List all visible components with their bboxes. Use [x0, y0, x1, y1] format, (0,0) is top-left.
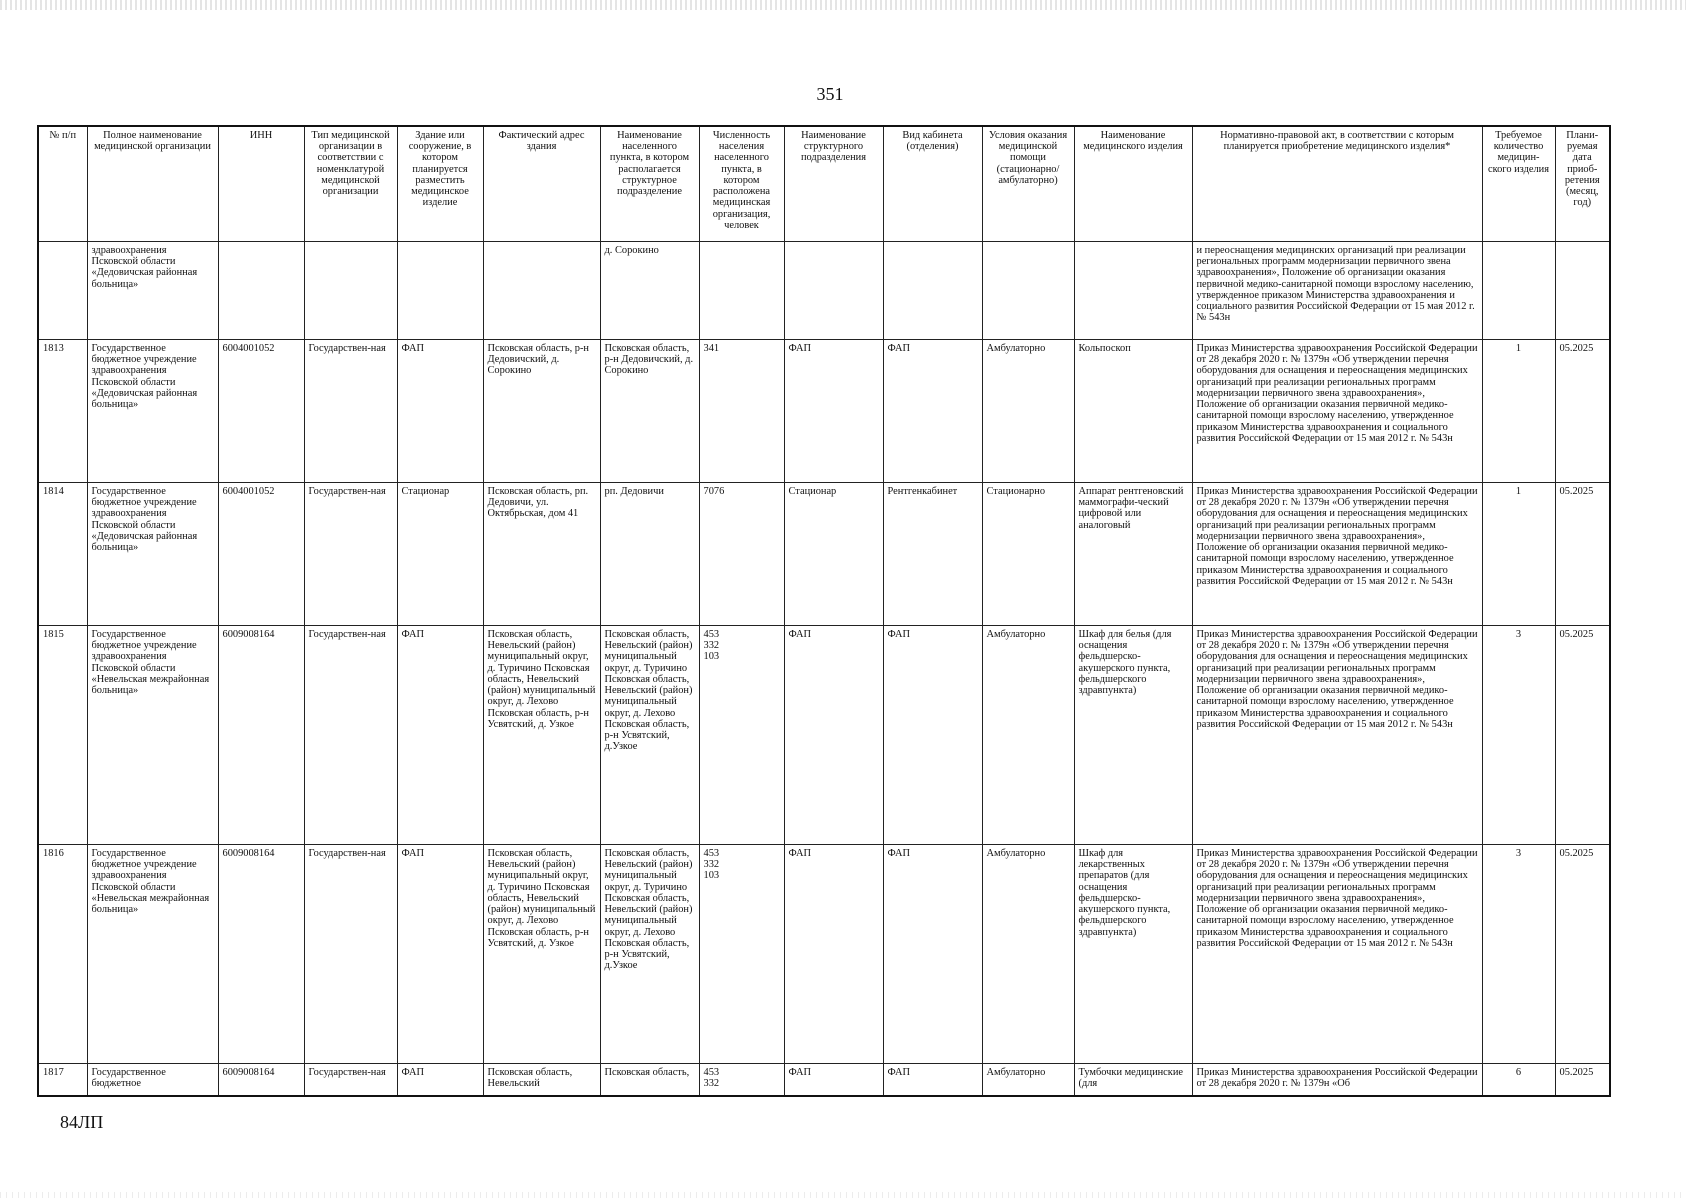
cell-address: Псковская область, Невельский [483, 1064, 600, 1096]
cell-inn: 6004001052 [218, 340, 304, 483]
cell-org-type: Государствен-ная [304, 845, 397, 1064]
cell-address: Псковская область, рп. Дедовичи, ул. Октябрьская, дом 41 [483, 483, 600, 626]
cell-conditions: Стационарно [982, 483, 1074, 626]
cell-population: 453 332 [699, 1064, 784, 1096]
cell-org-name: Государственное бюджетное [87, 1064, 218, 1096]
cell-division: ФАП [784, 1064, 883, 1096]
cell-number: 1817 [38, 1064, 87, 1096]
page-number: 351 [816, 84, 844, 104]
cell-quantity: 6 [1482, 1064, 1555, 1096]
cell-device [1074, 242, 1192, 340]
cell-legal-act: и переоснащения медицинских организаций при реализации региональных программ модернизации первичного звена здравоохранения», Положение об организации оказания первичной медико-санитарной помощи взрослому населению, утвержденное приказом Министерства здравоохранения и социального развития Российской Федерации от 15 мая 2012 г. № 543н [1192, 242, 1482, 340]
cell-org-name: Государственное бюджетное учреждение здравоохранения Псковской области «Невельская межрайонная больница» [87, 626, 218, 845]
cell-population: 341 [699, 340, 784, 483]
cell-inn: 6009008164 [218, 845, 304, 1064]
cell-settlement: д. Сорокино [600, 242, 699, 340]
cell-legal-act: Приказ Министерства здравоохранения Российской Федерации от 28 декабря 2020 г. № 1379н «Об утверждении перечня оборудования для оснащения и переоснащения медицинских организаций при реализации региональных программ модернизации первичного звена здравоохранения», Положение об организации оказания первичной медико-санитарной помощи взрослому населению, утвержденное приказом Министерства здравоохранения и социального развития Российской Федерации от 15 мая 2012 г. № 543н [1192, 845, 1482, 1064]
col-header-cabinet: Вид кабинета (отделения) [883, 126, 982, 242]
cell-address: Псковская область, Невельский (район) муниципальный округ, д. Туричино Псковская область, Невельский (район) муниципальный округ, д. Лехово Псковская область, р-н Усвятский, д. Узкое [483, 845, 600, 1064]
cell-conditions: Амбулаторно [982, 845, 1074, 1064]
cell-org-name: здравоохранения Псковской области «Дедовичская районная больница» [87, 242, 218, 340]
cell-inn: 6004001052 [218, 483, 304, 626]
cell-cabinet [883, 242, 982, 340]
cell-date: 05.2025 [1555, 340, 1610, 483]
cell-org-type: Государствен-ная [304, 483, 397, 626]
scan-edge-top [0, 0, 1686, 10]
cell-date: 05.2025 [1555, 845, 1610, 1064]
cell-number: 1814 [38, 483, 87, 626]
col-header-date: Плани-руемая дата приоб-ретения (месяц, год) [1555, 126, 1610, 242]
cell-number [38, 242, 87, 340]
cell-settlement: Псковская область, р-н Дедовичский, д. Сорокино [600, 340, 699, 483]
cell-building: Стационар [397, 483, 483, 626]
cell-inn: 6009008164 [218, 1064, 304, 1096]
cell-division: Стационар [784, 483, 883, 626]
cell-inn [218, 242, 304, 340]
cell-settlement: Псковская область, Невельский (район) муниципальный округ, д. Туричино Псковская область, Невельский (район) муниципальный округ, д. Лехово Псковская область, р-н Усвятский, д.Узкое [600, 845, 699, 1064]
cell-date: 05.2025 [1555, 626, 1610, 845]
col-header-number: № п/п [38, 126, 87, 242]
col-header-building: Здание или сооружение, в котором планируется разместить медицинское изделие [397, 126, 483, 242]
table-row [38, 1064, 1610, 1096]
cell-date: 05.2025 [1555, 1064, 1610, 1096]
cell-division [784, 242, 883, 340]
cell-legal-act: Приказ Министерства здравоохранения Российской Федерации от 28 декабря 2020 г. № 1379н «Об [1192, 1064, 1482, 1096]
cell-device: Шкаф для белья (для оснащения фельдшерско-акушерского пункта, фельдшерского здравпункта) [1074, 626, 1192, 845]
cell-number: 1815 [38, 626, 87, 845]
cell-inn: 6009008164 [218, 626, 304, 845]
scan-edge-bottom [0, 1192, 1686, 1198]
cell-cabinet: Рентгенкабинет [883, 483, 982, 626]
cell-org-type: Государствен-ная [304, 1064, 397, 1096]
cell-building [397, 242, 483, 340]
cell-population: 453 332 103 [699, 845, 784, 1064]
cell-conditions: Амбулаторно [982, 626, 1074, 845]
cell-quantity [1482, 242, 1555, 340]
cell-address: Псковская область, р-н Дедовичский, д. Сорокино [483, 340, 600, 483]
cell-building: ФАП [397, 340, 483, 483]
cell-org-type [304, 242, 397, 340]
cell-conditions [982, 242, 1074, 340]
cell-conditions: Амбулаторно [982, 340, 1074, 483]
cell-org-name: Государственное бюджетное учреждение здравоохранения Псковской области «Невельская межрайонная больница» [87, 845, 218, 1064]
cell-conditions: Амбулаторно [982, 1064, 1074, 1096]
table-row [38, 483, 1610, 626]
cell-cabinet: ФАП [883, 1064, 982, 1096]
col-header-org-name: Полное наименование медицинской организации [87, 126, 218, 242]
col-header-device: Наименование медицинского изделия [1074, 126, 1192, 242]
cell-cabinet: ФАП [883, 845, 982, 1064]
col-header-org-type: Тип медицинской организации в соответствии с номенклатурой медицинской организации [304, 126, 397, 242]
cell-org-name: Государственное бюджетное учреждение здравоохранения Псковской области «Дедовичская районная больница» [87, 340, 218, 483]
col-header-legal-act: Нормативно-правовой акт, в соответствии с которым планируется приобретение медицинского изделия* [1192, 126, 1482, 242]
col-header-conditions: Условия оказания медицинской помощи (стационарно/ амбулаторно) [982, 126, 1074, 242]
cell-legal-act: Приказ Министерства здравоохранения Российской Федерации от 28 декабря 2020 г. № 1379н «Об утверждении перечня оборудования для оснащения и переоснащения медицинских организаций при реализации региональных программ модернизации первичного звена здравоохранения», Положение об организации оказания первичной медико-санитарной помощи взрослому населению, утвержденное приказом Министерства здравоохранения и социального развития Российской Федерации от 15 мая 2012 г. № 543н [1192, 340, 1482, 483]
header-row [38, 126, 1610, 242]
cell-quantity: 1 [1482, 483, 1555, 626]
col-header-division: Наименование структурного подразделения [784, 126, 883, 242]
cell-address [483, 242, 600, 340]
col-header-settlement: Наименование населенного пункта, в котором располагается структурное подразделение [600, 126, 699, 242]
col-header-quantity: Требуемое количество медицин-ского изделия [1482, 126, 1555, 242]
cell-org-type: Государствен-ная [304, 340, 397, 483]
table-row [38, 242, 1610, 340]
cell-cabinet: ФАП [883, 626, 982, 845]
col-header-address: Фактический адрес здания [483, 126, 600, 242]
cell-population: 7076 [699, 483, 784, 626]
cell-settlement: Псковская область, Невельский (район) муниципальный округ, д. Туричино Псковская область, Невельский (район) муниципальный округ, д. Лехово Псковская область, р-н Усвятский, д.Узкое [600, 626, 699, 845]
medical-equipment-table [37, 125, 1611, 1097]
cell-org-type: Государствен-ная [304, 626, 397, 845]
cell-address: Псковская область, Невельский (район) муниципальный округ, д. Туричино Псковская область, Невельский (район) муниципальный округ, д. Лехово Псковская область, р-н Усвятский, д. Узкое [483, 626, 600, 845]
cell-device: Кольпоскоп [1074, 340, 1192, 483]
cell-division: ФАП [784, 626, 883, 845]
document-footer-code: 84ЛП [60, 1112, 104, 1132]
cell-device: Аппарат рентгеновский маммографи-ческий цифровой или аналоговый [1074, 483, 1192, 626]
cell-settlement: Псковская область, [600, 1064, 699, 1096]
cell-date: 05.2025 [1555, 483, 1610, 626]
cell-quantity: 3 [1482, 626, 1555, 845]
cell-building: ФАП [397, 1064, 483, 1096]
col-header-inn: ИНН [218, 126, 304, 242]
cell-building: ФАП [397, 845, 483, 1064]
cell-quantity: 1 [1482, 340, 1555, 483]
cell-settlement: рп. Дедовичи [600, 483, 699, 626]
table-row [38, 845, 1610, 1064]
table-row [38, 340, 1610, 483]
cell-quantity: 3 [1482, 845, 1555, 1064]
cell-building: ФАП [397, 626, 483, 845]
cell-division: ФАП [784, 845, 883, 1064]
cell-legal-act: Приказ Министерства здравоохранения Российской Федерации от 28 декабря 2020 г. № 1379н «Об утверждении перечня оборудования для оснащения и переоснащения медицинских организаций при реализации региональных программ модернизации первичного звена здравоохранения», Положение об организации оказания первичной медико-санитарной помощи взрослому населению, утвержденное приказом Министерства здравоохранения и социального развития Российской Федерации от 15 мая 2012 г. № 543н [1192, 483, 1482, 626]
cell-org-name: Государственное бюджетное учреждение здравоохранения Псковской области «Дедовичская районная больница» [87, 483, 218, 626]
cell-legal-act: Приказ Министерства здравоохранения Российской Федерации от 28 декабря 2020 г. № 1379н «Об утверждении перечня оборудования для оснащения и переоснащения медицинских организаций при реализации региональных программ модернизации первичного звена здравоохранения», Положение об организации оказания первичной медико-санитарной помощи взрослому населению, утвержденное приказом Министерства здравоохранения и социального развития Российской Федерации от 15 мая 2012 г. № 543н [1192, 626, 1482, 845]
cell-division: ФАП [784, 340, 883, 483]
cell-population [699, 242, 784, 340]
col-header-population: Численность населения населенного пункта, в котором расположена медицинская организация, человек [699, 126, 784, 242]
cell-number: 1813 [38, 340, 87, 483]
cell-number: 1816 [38, 845, 87, 1064]
cell-device: Шкаф для лекарственных препаратов (для оснащения фельдшерско-акушерского пункта, фельдшерского здравпункта) [1074, 845, 1192, 1064]
table-row [38, 626, 1610, 845]
cell-population: 453 332 103 [699, 626, 784, 845]
cell-cabinet: ФАП [883, 340, 982, 483]
cell-device: Тумбочки медицинские (для [1074, 1064, 1192, 1096]
cell-date [1555, 242, 1610, 340]
